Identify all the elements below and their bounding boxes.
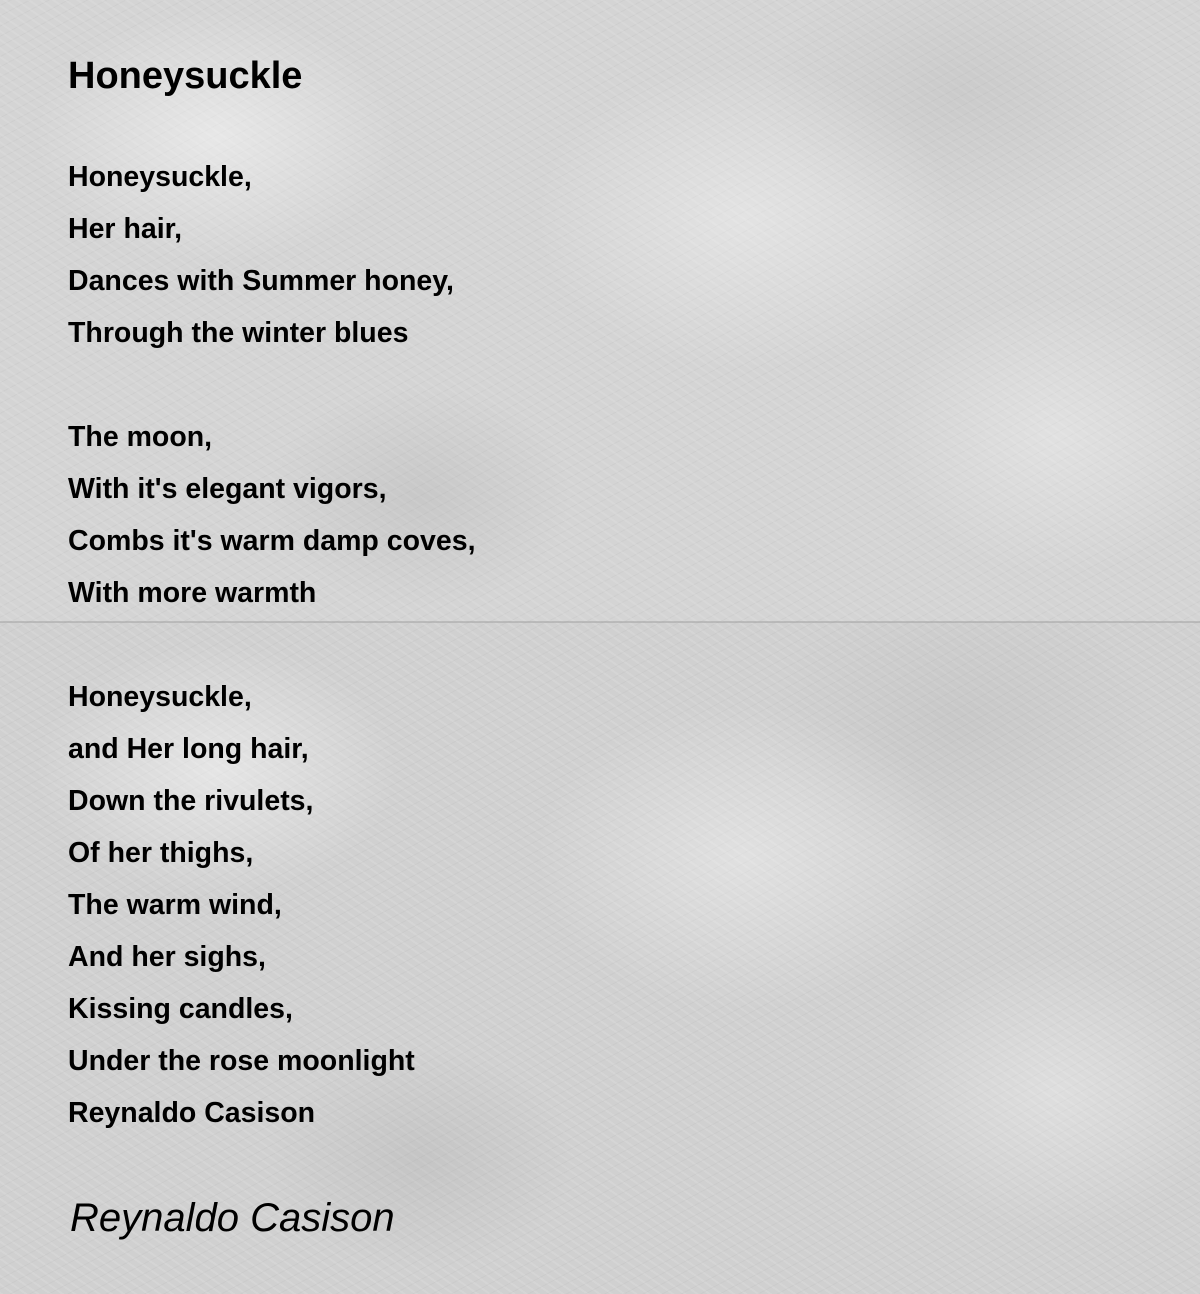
- poem-line: With it's elegant vigors,: [68, 473, 387, 505]
- poem-line: Dances with Summer honey,: [68, 265, 454, 297]
- poem-line: Under the rose moonlight: [68, 1045, 415, 1077]
- poem-content: [68, 52, 1148, 1139]
- poem-title: Honeysuckle: [68, 55, 303, 97]
- poem-line: Her hair,: [68, 213, 183, 245]
- stanza-break: [68, 619, 1148, 671]
- author-signature: Reynaldo Casison: [70, 1196, 395, 1240]
- poem-line: Honeysuckle,: [68, 161, 252, 193]
- poem-line: The moon,: [68, 421, 213, 453]
- stanza-break: [68, 359, 1148, 411]
- poem-body: [68, 151, 1148, 1139]
- poem-line: Of her thighs,: [68, 837, 254, 869]
- poem-line: Through the winter blues: [68, 317, 409, 349]
- poem-line: Down the rivulets,: [68, 785, 314, 817]
- poem-line: Combs it's warm damp coves,: [68, 525, 476, 557]
- poem-line: Honeysuckle,: [68, 681, 252, 713]
- poem-line: And her sighs,: [68, 941, 266, 973]
- poem-line: With more warmth: [68, 577, 317, 609]
- poem-line: Reynaldo Casison: [68, 1097, 316, 1129]
- poem-line: Kissing candles,: [68, 993, 293, 1025]
- poem-line: and Her long hair,: [68, 733, 309, 765]
- poem-line: The warm wind,: [68, 889, 282, 921]
